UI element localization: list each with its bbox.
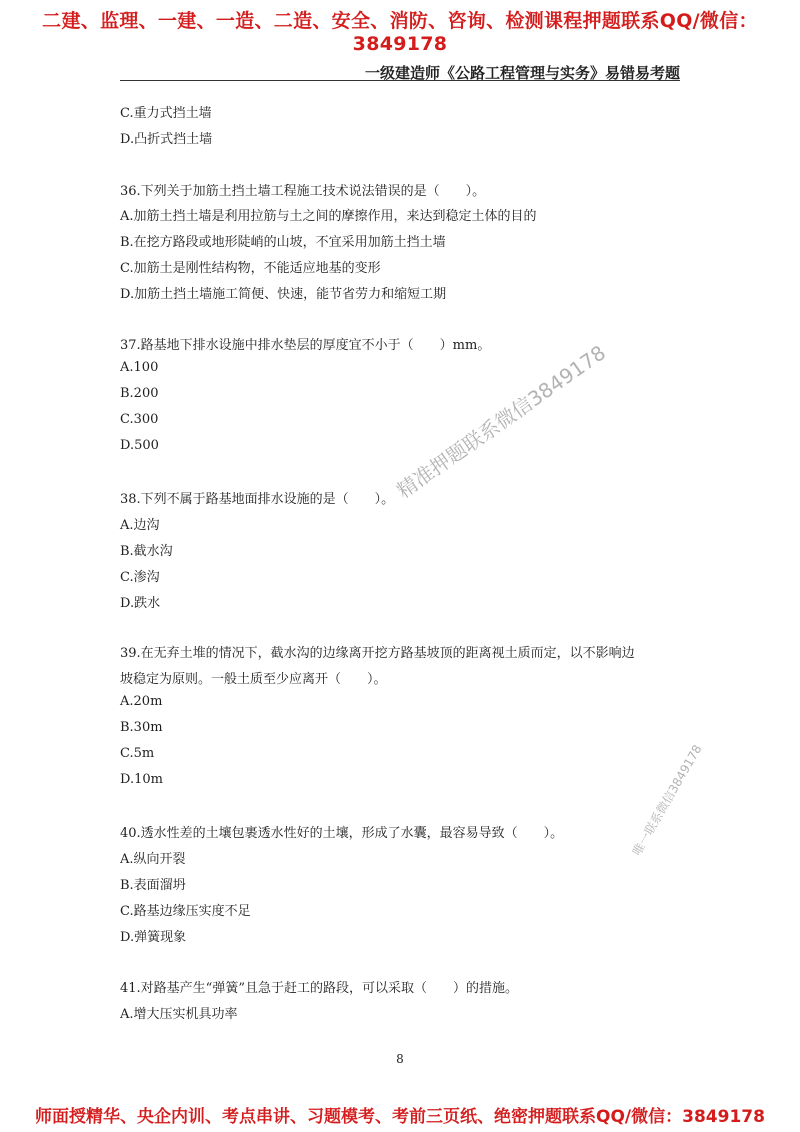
option-line: B.在挖方路段或地形陡峭的山坡，不宜采用加筋土挡土墙 [120, 235, 446, 250]
question-38: 38.下列不属于路基地面排水设施的是（ ）。 [120, 492, 395, 507]
question-40: 40.透水性差的土壤包裹透水性好的土壤，形成了水囊，最容易导致（ ）。 [120, 826, 564, 841]
option-line: D.500 [120, 438, 159, 453]
text-line: D.凸折式挡土墙 [120, 132, 213, 147]
top-banner: 二建、监理、一建、一造、二造、安全、消防、咨询、检测课程押题联系QQ/微信：3849178 [42, 10, 758, 55]
option-line: D.加筋土挡土墙施工简便、快速，能节省劳力和缩短工期 [120, 287, 447, 302]
question-39: 39.在无弃土堆的情况下，截水沟的边缘离开挖方路基坡顶的距离视土质而定，以不影响边 [120, 646, 635, 661]
watermark: 唯一联系微信3849178 [629, 742, 705, 858]
text-line: C.重力式挡土墙 [120, 106, 212, 121]
option-line: B.200 [120, 386, 159, 401]
option-line: A.边沟 [120, 518, 160, 533]
header-rule [120, 80, 680, 81]
option-line: A.加筋土挡土墙是利用拉筋与土之间的摩擦作用，来达到稳定土体的目的 [120, 209, 537, 224]
option-line: A.100 [120, 360, 159, 375]
bottom-banner: 师面授精华、央企内训、考点串讲、习题模考、考前三页纸、绝密押题联系QQ/微信：3849178 [35, 1107, 765, 1127]
option-line: A.纵向开裂 [120, 852, 186, 867]
option-line: C.路基边缘压实度不足 [120, 904, 251, 919]
question-36: 36.下列关于加筋土挡土墙工程施工技术说法错误的是（ ）。 [120, 184, 486, 199]
option-line: B.30m [120, 720, 163, 735]
page-number: 8 [396, 1052, 404, 1066]
option-line: C.300 [120, 412, 159, 427]
option-line: B.表面溜坍 [120, 878, 186, 893]
option-line: D.跌水 [120, 596, 161, 611]
option-line: C.5m [120, 746, 155, 761]
option-line: B.截水沟 [120, 544, 173, 559]
question-37: 37.路基地下排水设施中排水垫层的厚度宜不小于（ ）mm。 [120, 338, 491, 353]
option-line: C.渗沟 [120, 570, 160, 585]
question-39-cont: 坡稳定为原则。一般土质至少应离开（ ）。 [120, 672, 387, 687]
option-line: D.弹簧现象 [120, 930, 187, 945]
document-title: 一级建造师《公路工程管理与实务》易错易考题 [364, 64, 680, 82]
question-41: 41.对路基产生“弹簧”且急于赶工的路段，可以采取（ ）的措施。 [120, 981, 518, 996]
option-line: A.20m [120, 694, 163, 709]
option-line: D.10m [120, 772, 163, 787]
watermark: 精准押题联系微信3849178 [392, 340, 611, 503]
option-line: A.增大压实机具功率 [120, 1007, 238, 1022]
option-line: C.加筋土是刚性结构物，不能适应地基的变形 [120, 261, 381, 276]
